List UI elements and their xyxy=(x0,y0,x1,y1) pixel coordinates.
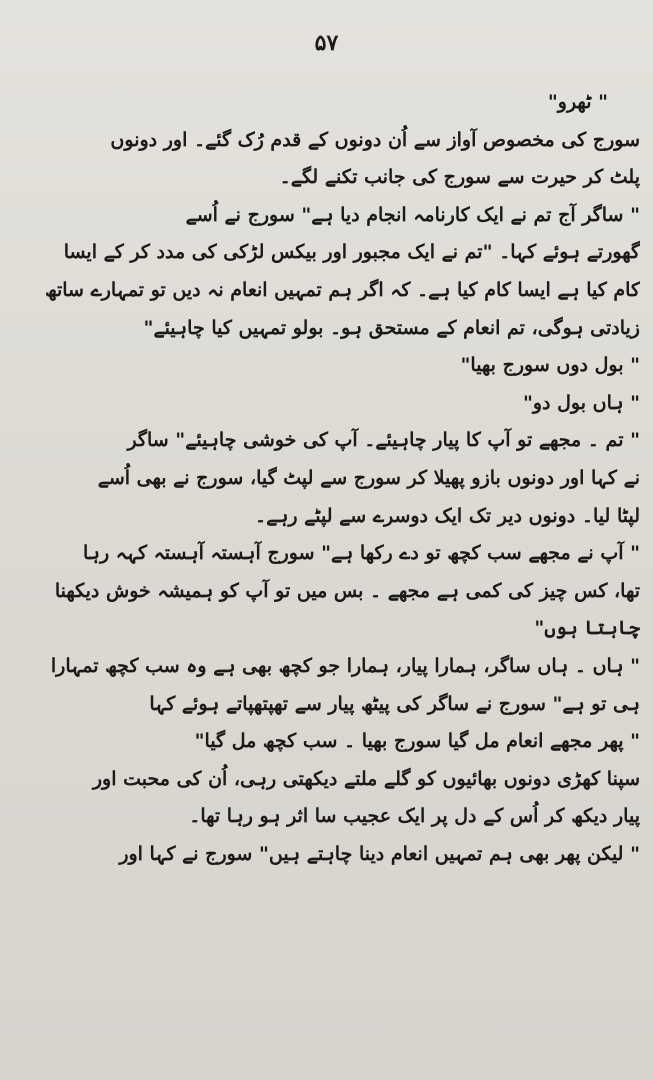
text-line: تھا، کس چیز کی کمی ہے مجھے ۔ بس میں تو آپ کو ہمیشہ خوش دیکھنا xyxy=(54,579,640,602)
text-line: ہی تو ہے" سورج نے ساگر کی پیٹھ پیار سے تھپتھپاتے ہوئے کہا xyxy=(149,692,640,715)
text-line: پلٹ کر حیرت سے سورج کی جانب تکنے لگے۔ xyxy=(279,166,640,189)
text-line: " ساگر آج تم نے ایک کارنامہ انجام دیا ہے" سورج نے اُسے xyxy=(185,203,640,226)
text-line: " تم ۔ مجھے تو آپ کا پیار چاہیئے۔ آپ کی خوشی چاہیئے" ساگر xyxy=(127,429,640,452)
text-line: " ہاں بول دو" xyxy=(522,391,640,414)
text-line: " پھر مجھے انعام مل گیا سورج بھیا ۔ سب کچھ مل گیا" xyxy=(194,730,640,753)
text-line: " ہاں ۔ ہاں ساگر، ہمارا پیار، ہمارا جو کچھ بھی ہے وہ سب کچھ تمہارا xyxy=(50,654,640,677)
text-line: گھورتے ہوئے کہا۔ "تم نے ایک مجبور اور بیکس لڑکی کی مدد کر کے ایسا xyxy=(63,241,640,264)
body-text xyxy=(16,84,640,873)
text-line: " لیکن پھر بھی ہم تمہیں انعام دینا چاہتے ہیں" سورج نے کہا اور xyxy=(119,842,640,865)
text-line: پیار دیکھ کر اُس کے دل پر ایک عجیب سا اثر ہو رہا تھا۔ xyxy=(189,805,640,828)
text-line: چاہتا ہوں" xyxy=(534,617,640,640)
page-number: ۵۷ xyxy=(314,30,339,56)
text-line: سورج کی مخصوص آواز سے اُن دونوں کے قدم رُک گئے۔ اور دونوں xyxy=(110,128,640,151)
text-line: " ٹھرو" xyxy=(547,91,608,113)
text-line: نے کہا اور دونوں بازو پھیلا کر سورج سے لپٹ گیا، سورج نے بھی اُسے xyxy=(97,466,640,489)
text-line: کام کیا ہے ایسا کام کیا ہے۔ کہ اگر ہم تمہیں انعام نہ دیں تو تمہارے ساتھ xyxy=(44,278,640,301)
text-line: " بول دوں سورج بھیا" xyxy=(460,354,640,377)
text-line: " آپ نے مجھے سب کچھ تو دے رکھا ہے" سورج آہستہ آہستہ کہہ رہا xyxy=(83,542,640,565)
text-line: سپنا کھڑی دونوں بھائیوں کو گلے ملتے دیکھتی رہی، اُن کی محبت اور xyxy=(92,767,640,790)
text-line: لپٹا لیا۔ دونوں دیر تک ایک دوسرے سے لپٹے رہے۔ xyxy=(254,504,640,527)
text-line: زیادتی ہوگی، تم انعام کے مستحق ہو۔ بولو تمہیں کیا چاہیئے" xyxy=(143,316,640,339)
